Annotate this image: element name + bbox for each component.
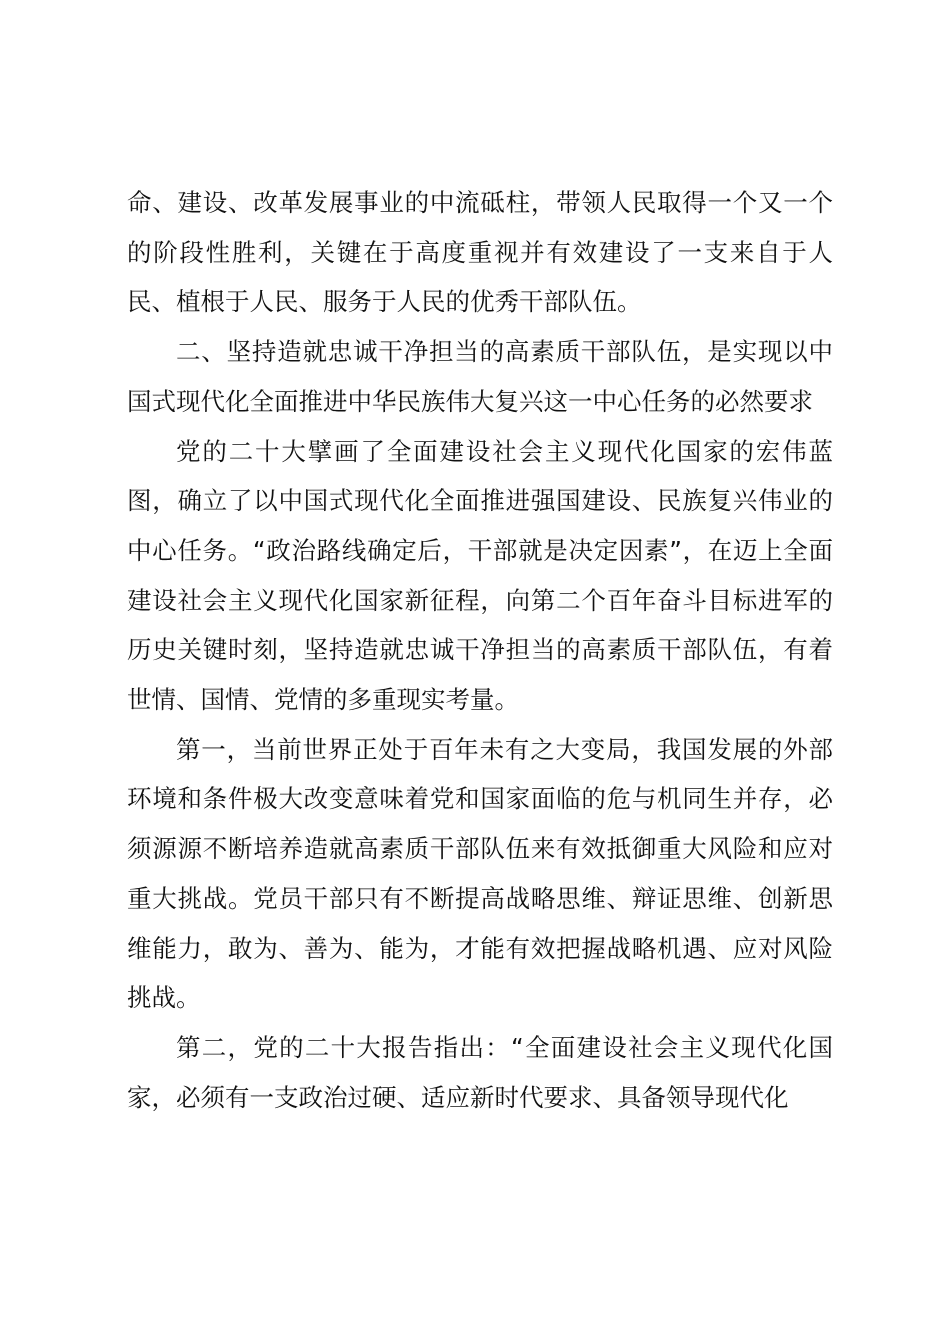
section-heading: 二、坚持造就忠诚干净担当的高素质干部队伍，是实现以中国式现代化全面推进中华民族伟大复兴这一中心任务的必然要求 <box>127 337 833 416</box>
paragraph: 第二，党的二十大报告指出：“全面建设社会主义现代化国家，必须有一支政治过硬、适应新时代要求、具备领导现代化 <box>127 1032 833 1112</box>
paragraph: 党的二十大擘画了全面建设社会主义现代化国家的宏伟蓝图，确立了以中国式现代化全面推进强国建设、民族复兴伟业的中心任务。“政治路线确定后，干部就是决定因素”，在迈上全面建设社会主义现代化国家新征程，向第二个百年奋斗目标进军的历史关键时刻，坚持造就忠诚干净担当的高素质干部队伍，有着世情、国情、党情的多重现实考量。 <box>127 436 833 715</box>
paragraph: 第一，当前世界正处于百年未有之大变局，我国发展的外部环境和条件极大改变意味着党和国家面临的危与机同生并存，必须源源不断培养造就高素质干部队伍来有效抵御重大风险和应对重大挑战。党员干部只有不断提高战略思维、辩证思维、创新思维能力，敢为、善为、能为，才能有效把握战略机遇、应对风险挑战。 <box>127 734 833 1013</box>
document-body <box>127 178 833 1122</box>
paragraph-continuation: 命、建设、改革发展事业的中流砥柱，带领人民取得一个又一个的阶段性胜利，关键在于高度重视并有效建设了一支来自于人民、植根于人民、服务于人民的优秀干部队伍。 <box>127 188 833 317</box>
